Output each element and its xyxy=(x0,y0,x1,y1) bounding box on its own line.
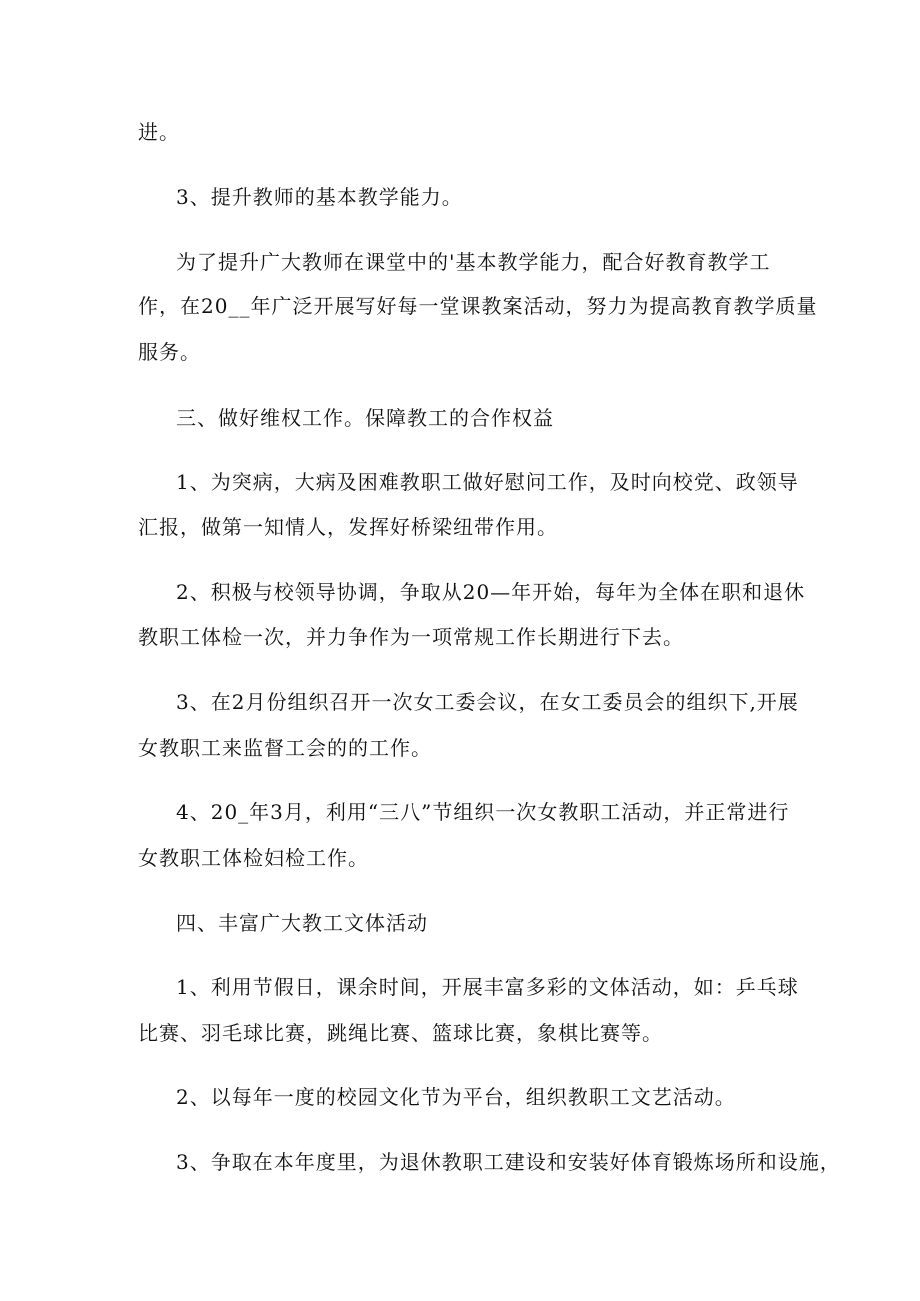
text-line: 2、积极与校领导协调，争取从20—年开始，每年为全体在职和退休 xyxy=(176,580,806,604)
text-line: 服务。 xyxy=(138,340,201,364)
text-line: 2、以每年一度的校园文化节为平台，组织教职工文艺活动。 xyxy=(176,1085,736,1109)
text-line: 汇报，做第一知情人，发挥好桥梁纽带作用。 xyxy=(138,515,558,539)
section-heading: 四、丰富广大教工文体活动 xyxy=(176,911,428,935)
text-line: 3、提升教师的基本教学能力。 xyxy=(176,185,463,209)
text-line: 进。 xyxy=(138,120,180,144)
text-line: 女教职工来监督工会的的工作。 xyxy=(138,736,432,760)
text-line: 1、利用节假日，课余时间，开展丰富多彩的文体活动，如：乒乓球 xyxy=(176,975,799,999)
text-line: 比赛、羽毛球比赛，跳绳比赛、篮球比赛，象棋比赛等。 xyxy=(138,1021,663,1045)
text-line: 教职工体检一次，并力争作为一项常规工作长期进行下去。 xyxy=(138,625,684,649)
text-line: 1、为突病，大病及困难教职工做好慰问工作，及时向校党、政领导 xyxy=(176,470,799,494)
text-line: 3、争取在本年度里，为退休教职工建设和安装好体育锻炼场所和设施， xyxy=(176,1150,841,1174)
section-heading: 三、做好维权工作。保障教工的合作权益 xyxy=(176,406,554,430)
text-line: 4、20_年3月，利用“三八”节组织一次女教职工活动，并正常进行 xyxy=(176,800,790,824)
text-line: 女教职工体检妇检工作。 xyxy=(138,846,369,870)
text-line: 作，在20__年广泛开展写好每一堂课教案活动，努力为提高教育教学质量 xyxy=(138,294,818,318)
text-line: 为了提升广大教师在课堂中的'基本教学能力，配合好教育教学工 xyxy=(176,250,771,274)
text-line: 3、在2月份组织召开一次女工委会议，在女工委员会的组织下,开展 xyxy=(176,690,799,714)
